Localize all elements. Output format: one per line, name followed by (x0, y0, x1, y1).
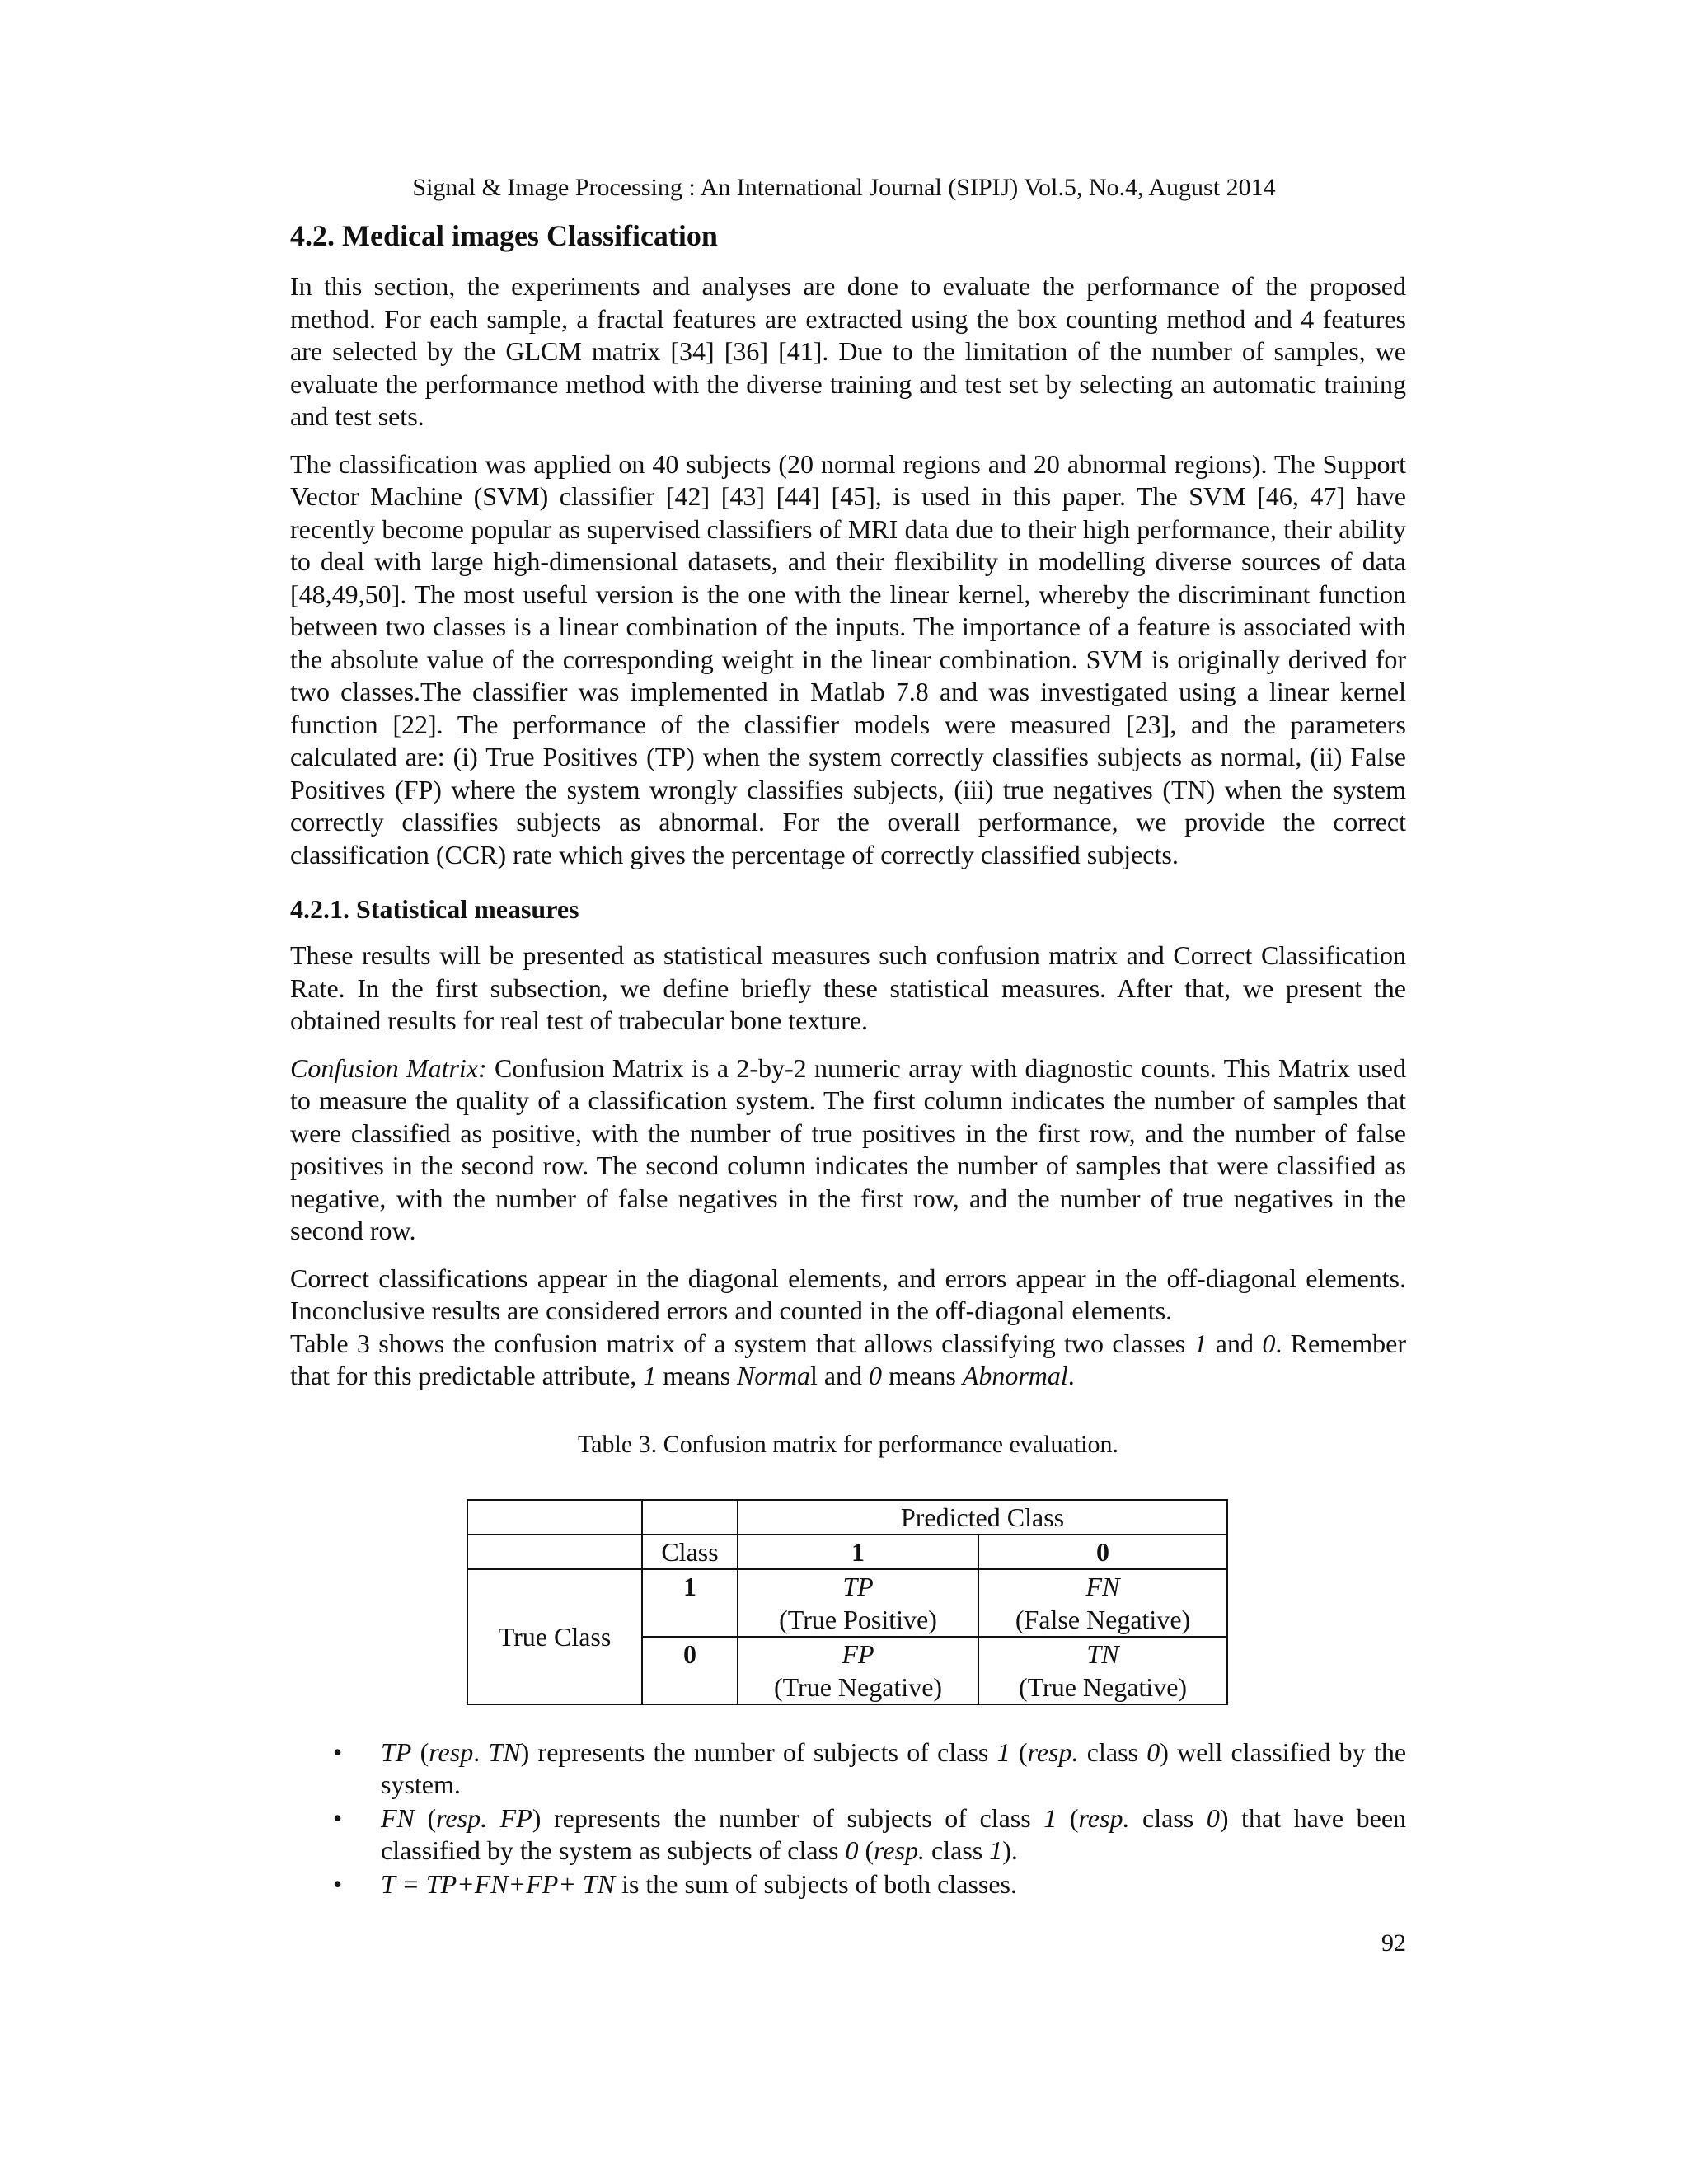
text-run: ). (1002, 1835, 1018, 1865)
definitions-list (290, 1736, 1406, 1901)
paragraph-confusion-matrix (290, 1052, 1406, 1248)
paragraph-table-reference (290, 1328, 1406, 1393)
cell-tn (978, 1637, 1227, 1704)
fp-abbr: FP (842, 1638, 874, 1669)
section-title: 4.2. Medical images Classification (290, 219, 718, 252)
fn-desc: (False Negative) (1015, 1604, 1191, 1634)
confusion-matrix-table (467, 1499, 1228, 1705)
text-run: ( (858, 1835, 874, 1865)
subsection-title: 4.2.1. Statistical measures (290, 894, 579, 924)
text-run (487, 1803, 500, 1833)
term: 0 (845, 1835, 859, 1865)
confusion-matrix-text: Confusion Matrix is a 2-by-2 numeric array with diagnostic counts. This Matrix used to measure the quality of a classification system. The first column indicates the number of samples that were classified as positive, with the number of true positives in the first row, and the number of false positives in the second row. The second column indicates the number of samples that were classified as negative, with the number of false negatives in the first row, and the number of true negatives in the second row. (290, 1052, 1407, 1245)
bullet-dot: • (333, 1736, 343, 1767)
paragraph-intro: In this section, the experiments and analyses are done to evaluate the performance of the proposed method. For each sample, a fractal features are extracted using the box counting method and 4 features are selected by the GLCM matrix [34] [36] [41]. Due to the limitation of the number of samples, we evaluate the performance method with the diverse training and test set by selecting an automatic training and test sets. (290, 271, 1406, 431)
text-run: ) well classified by the system. (381, 1736, 1407, 1799)
term: resp (429, 1736, 474, 1767)
table-caption: Table 3. Confusion matrix for performance evaluation. (577, 1430, 1118, 1458)
term: resp. (874, 1835, 926, 1865)
text-run: means (656, 1361, 738, 1390)
term: FP (499, 1802, 532, 1833)
class-one: 1 (1193, 1328, 1207, 1358)
cell-fp (738, 1637, 978, 1704)
cell-tp (738, 1569, 978, 1637)
text-run: ( (414, 1802, 437, 1833)
true-row-1: 1 (642, 1569, 738, 1637)
term: FN (381, 1802, 415, 1833)
confusion-matrix-label: Confusion Matrix: (290, 1052, 487, 1083)
term: 0 (1206, 1802, 1220, 1833)
class-zero: 0 (869, 1361, 883, 1390)
predicted-class-header: Predicted Class (738, 1500, 1227, 1535)
cell-fn (978, 1569, 1227, 1637)
fp-desc: (True Negative) (773, 1671, 943, 1702)
text-run: ) represents the number of subjects of class (532, 1802, 1044, 1833)
text-run: l (809, 1361, 818, 1390)
fn-abbr: FN (1085, 1571, 1120, 1601)
text-run: class (1129, 1802, 1207, 1833)
term: resp. (1078, 1802, 1130, 1833)
page-number: 92 (1381, 1929, 1406, 1957)
table-row (467, 1535, 1227, 1569)
table-cell-empty (467, 1500, 642, 1535)
term: 1 (989, 1835, 1003, 1865)
table-cell-empty (642, 1500, 738, 1535)
text-run: class (1078, 1736, 1147, 1767)
abnormal-term: Abnormal (962, 1361, 1068, 1390)
text-run: ( (1010, 1736, 1028, 1767)
tn-desc: (True Negative) (1018, 1671, 1188, 1702)
table-row (467, 1500, 1227, 1535)
journal-header: Signal & Image Processing : An International Journal (SIPIJ) Vol.5, No.4, August 2014 (412, 174, 1276, 201)
bullet-dot: • (333, 1868, 343, 1899)
table-cell-empty (467, 1535, 642, 1569)
table-row (467, 1569, 1227, 1637)
tp-abbr: TP (842, 1571, 874, 1601)
paragraph-classification: The classification was applied on 40 subjects (20 normal regions and 20 abnormal regions). The Support Vector Machine (SVM) classifier [42] [43] [44] [45], is used in this paper. The SVM [46, 47] have recently become popular as supervised classifiers of MRI data due to their high performance, their ability to deal with large high-dimensional datasets, and their flexibility in modelling diverse sources of data [48,49,50]. The most useful version is the one with the linear kernel, whereby the discriminant function between two classes is a linear combination of the inputs. The importance of a feature is associated with the absolute value of the corresponding weight in the linear combination. SVM is originally derived for two classes.The classifier was implemented in Matlab 7.8 and was investigated using a linear kernel function [22]. The performance of the classifier models were measured [23], and the parameters calculated are: (i) True Positives (TP) when the system correctly classifies subjects as normal, (ii) False Positives (FP) where the system wrongly classifies subjects, (iii) true negatives (TN) when the system correctly classifies subjects as abnormal. For the overall performance, we provide the correct classification (CCR) rate which gives the percentage of correctly classified subjects. (290, 448, 1406, 869)
normal-term: Norma (737, 1361, 810, 1390)
text-run: . (473, 1736, 489, 1767)
tn-abbr: TN (1086, 1638, 1119, 1669)
list-item (290, 1868, 1406, 1901)
text-run: ( (1057, 1802, 1079, 1833)
paragraph-statistical-intro: These results will be presented as statistical measures such confusion matrix and Correct Classification Rate. In the first subsection, we define briefly these statistical measures. After that, we present the obtained results for real test of trabecular bone texture. (290, 940, 1406, 1035)
term: 0 (1146, 1736, 1160, 1767)
term: TP (381, 1736, 412, 1767)
term: resp. (1027, 1736, 1079, 1767)
class-zero: 0 (1262, 1328, 1276, 1358)
term: TN (488, 1736, 521, 1767)
list-item (290, 1736, 1406, 1802)
true-class-header: True Class (467, 1569, 642, 1704)
true-row-0: 0 (642, 1637, 738, 1704)
text-run: class (925, 1835, 990, 1865)
text-run: . (1067, 1361, 1075, 1390)
bullet-dot: • (333, 1802, 343, 1833)
text-run: and (1207, 1328, 1263, 1358)
text-run: . Remember that for this predictable attribute, (290, 1328, 1407, 1390)
class-header: Class (642, 1535, 738, 1569)
term: 1 (1043, 1802, 1057, 1833)
text-run: and (817, 1361, 870, 1390)
term: 1 (996, 1736, 1010, 1767)
text-run: means (882, 1361, 963, 1390)
predicted-col-0: 0 (978, 1535, 1227, 1569)
predicted-col-1: 1 (738, 1535, 978, 1569)
text-run: Table 3 shows the confusion matrix of a system that allows classifying two classes (290, 1328, 1194, 1358)
text-run: ( (411, 1736, 429, 1767)
term: resp. (436, 1802, 488, 1833)
sum-formula: T = TP+FN+FP+ TN (381, 1868, 616, 1899)
class-one: 1 (643, 1361, 657, 1390)
list-item (290, 1802, 1406, 1868)
page-content (290, 216, 1406, 1901)
tp-desc: (True Positive) (779, 1604, 937, 1634)
text-run: ) represents the number of subjects of class (520, 1736, 997, 1767)
paragraph-correct-classifications: Correct classifications appear in the diagonal elements, and errors appear in the off-diagonal elements. Inconclusive results are considered errors and counted in the off-diagonal elements. (290, 1263, 1406, 1325)
text-run: is the sum of subjects of both classes. (615, 1868, 1017, 1899)
text-run: ) that have been classified by the system as subjects of class (381, 1802, 1407, 1865)
